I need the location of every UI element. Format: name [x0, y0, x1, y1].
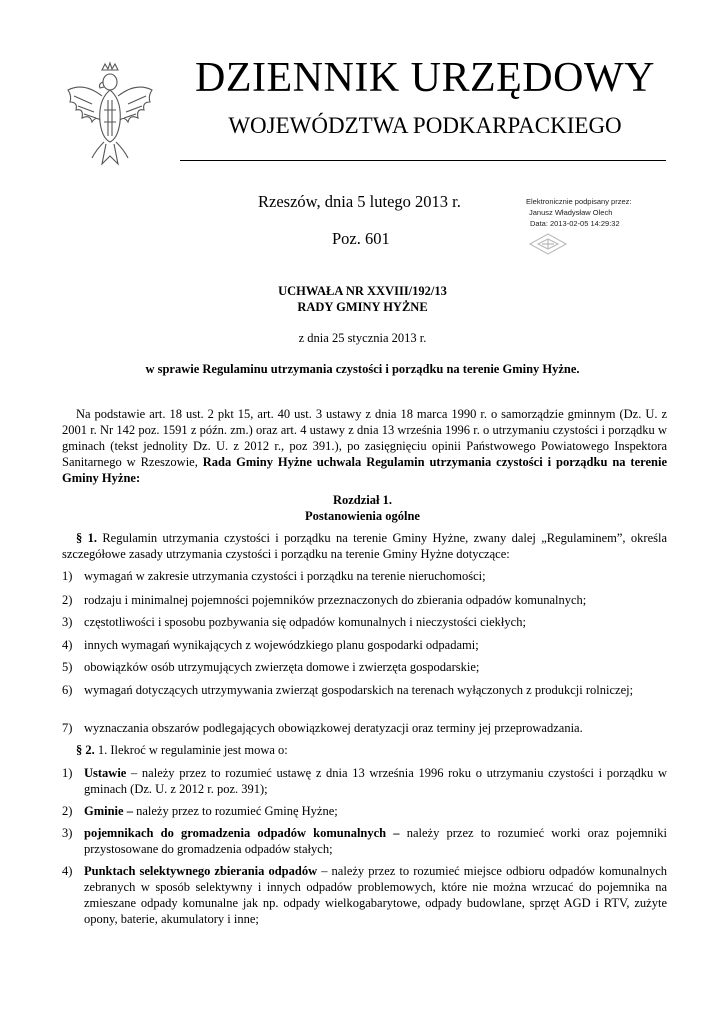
- list-item: 4) innych wymagań wynikających z wojewódzkiego planu gospodarki odpadami;: [62, 638, 479, 652]
- preamble: [62, 406, 667, 486]
- list-item: 6) wymagań dotyczących utrzymywania zwierząt gospodarskich na terenach wyłączonych z produkcji rolniczej;: [62, 683, 634, 697]
- electronic-signature: [526, 196, 631, 229]
- list-item: 5) obowiązków osób utrzymujących zwierzęta domowe i zwierzęta gospodarskie;: [62, 660, 480, 674]
- preamble-text: Na podstawie art. 18 ust. 2 pkt 15, art. 40 ust. 3 ustawy z dnia 18 marca 1990 r. o samorządzie gminnym (Dz. U. z 2001 r. Nr 142 poz. 1591 z późn. zm.) oraz art. 4 ustawy z dnia 13 września 1996 r. o utrzymaniu czystości i porządku w gminach (tekst jednolity Dz. U. z 2012 r., poz 391.), po zasięgnięciu opinii Państwowego Powiatowego Inspektora Sanitarnego w Rzeszowie,: [62, 407, 667, 469]
- signature-date: Data: 2013-02-05 14:29:32: [530, 219, 620, 228]
- signature-name: Janusz Władysław Olech: [529, 208, 613, 217]
- chapter-name: Postanowienia ogólne: [305, 509, 420, 523]
- resolution-number: UCHWAŁA NR XXVIII/192/13: [278, 284, 447, 298]
- definition-item: 3) pojemnikach do gromadzenia odpadów komunalnych – należy przez to rozumieć worki oraz pojemniki przystosowane do gromadzenia odpadów stałych;: [62, 826, 668, 856]
- definition-item: 2) Gminie – należy przez to rozumieć Gminę Hyżne;: [62, 804, 338, 818]
- definition-item: 1) Ustawie – należy przez to rozumieć ustawę z dnia 13 września 1996 roku o utrzymaniu czystości i porządku w gminach (Dz. U. z 2012 r. poz. 391);: [62, 766, 667, 796]
- resolution-body: RADY GMINY HYŻNE: [297, 300, 428, 314]
- polish-eagle-emblem-icon: [62, 60, 158, 172]
- chapter-title: Rozdział 1.: [332, 493, 393, 507]
- title-divider: [180, 160, 666, 161]
- section-1-label: § 1.: [76, 531, 97, 545]
- section-1-text: Regulamin utrzymania czystości i porządku na terenie Gminy Hyżne, zwany dalej „Regulaminem”, określa szczegółowe zasady utrzymania czystości i porządku na terenie Gminy Hyżne dotyczące:: [62, 531, 668, 561]
- place-date: Rzeszów, dnia 5 lutego 2013 r.: [258, 192, 461, 211]
- list-item: 2) rodzaju i minimalnej pojemności pojemników przeznaczonych do zbierania odpadów komunalnych;: [62, 593, 587, 607]
- list-item: 3) częstotliwości i sposobu pozbywania się odpadów komunalnych i nieczystości ciekłych;: [62, 615, 526, 629]
- position-number: Poz. 601: [332, 229, 390, 248]
- definition-item: 4) Punktach selektywnego zbierania odpadów – należy przez to rozumieć miejsce odbioru odpadów komunalnych zebranych w sposób selektywny i innych odpadów problemowych, które nie można wrzucać do pojemnika na zmieszane odpady komunalne jak np. odpady wielkogabarytowe, odpady budowlane, sprzęt AGD i RTV, zużyte opony, baterie, akumulatory i inne;: [62, 864, 667, 926]
- signature-stamp-icon: [528, 232, 568, 256]
- section-2-label: § 2.: [76, 743, 95, 757]
- resolution-date: z dnia 25 stycznia 2013 r.: [298, 331, 427, 345]
- preamble-bold: Rada Gminy Hyżne uchwala Regulamin utrzymania czystości i porządku na terenie Gminy Hyżne:: [62, 455, 667, 485]
- signature-label: Elektronicznie podpisany przez:: [526, 197, 632, 206]
- section-1: [62, 530, 667, 562]
- list-item: 7) wyznaczania obszarów podlegających obowiązkowej deratyzacji oraz terminy jej przeprowadzania.: [62, 721, 583, 735]
- journal-title: DZIENNIK URZĘDOWY: [195, 55, 655, 101]
- list-item: 1) wymagań w zakresie utrzymania czystości i porządku na terenie nieruchomości;: [62, 569, 486, 583]
- section-2: [62, 742, 667, 758]
- section-2-text: 1. Ilekroć w regulaminie jest mowa o:: [94, 743, 288, 757]
- journal-subtitle: WOJEWÓDZTWA PODKARPACKIEGO: [228, 113, 622, 138]
- resolution-subject: w sprawie Regulaminu utrzymania czystości i porządku na terenie Gminy Hyżne.: [145, 362, 580, 376]
